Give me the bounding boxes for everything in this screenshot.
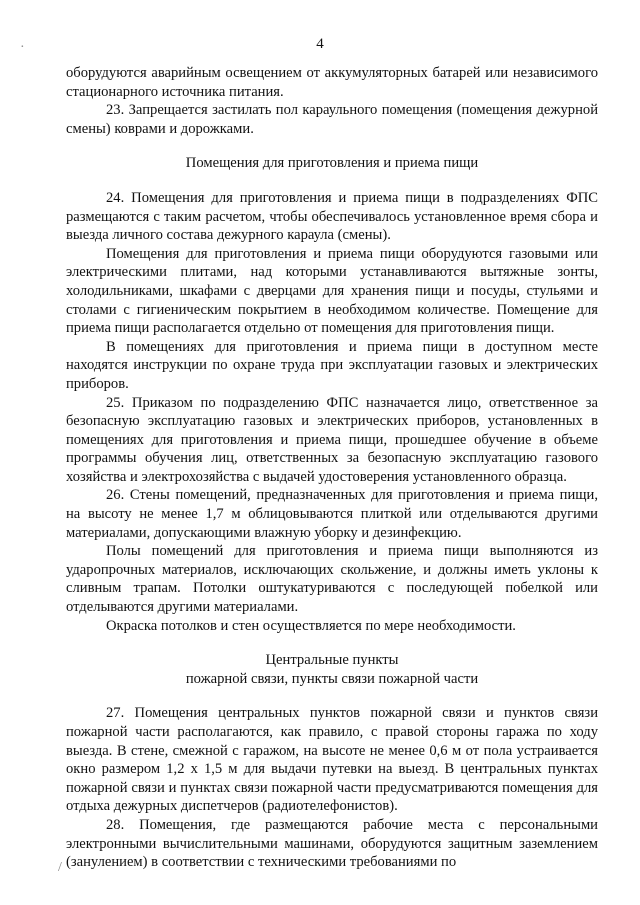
section-heading: пожарной связи, пункты связи пожарной части <box>185 670 479 687</box>
paragraph: Полы помещений для приготовления и приема пищи выполняются из ударопрочных материалов, исключающих скольжение, и должны иметь уклоны к сливным трапам. Потолки оштукатуриваются с последующей побелкой или отделываются другими материалами. <box>66 543 598 616</box>
paragraph: оборудуются аварийным освещением от аккумуляторных батарей или независимого стационарного источника питания. <box>66 65 598 100</box>
paragraph: 25. Приказом по подразделению ФПС назначается лицо, ответственное за безопасную эксплуатацию газовых и электрических приборов, установленных в помещениях для приготовления и приема пищи, прошедшее обучение в объеме программы обучения лиц, ответственных за безопасную эксплуатацию газового хозяйства и электрохозяйства с выдачей удостоверения установленного образца. <box>66 394 598 485</box>
paragraph: 24. Помещения для приготовления и приема пищи в подразделениях ФПС размещаются с таким расчетом, чтобы обеспечивалось установленное время сбора и выезда личного состава дежурного караула (смены). <box>66 189 598 244</box>
margin-mark: / <box>58 860 62 875</box>
paragraph: Окраска потолков и стен осуществляется по мере необходимости. <box>106 617 516 634</box>
document-body <box>66 64 598 872</box>
section-heading: Центральные пункты <box>265 652 399 669</box>
section-heading: Помещения для приготовления и приема пищи <box>185 155 479 172</box>
margin-mark: · <box>20 40 25 55</box>
paragraph: 27. Помещения центральных пунктов пожарной связи и пунктов связи пожарной части располагаются, как правило, с правой стороны гаража по ходу выезда. В стене, смежной с гаражом, на высоте не менее 0,6 м от пола устраивается окно размером 1,2 х 1,5 м для выдачи путевки на выезд. В центральных пунктах пожарной связи и пунктах связи пожарной части предусматриваются помещения для отдыха дежурных диспетчеров (радиотелефонистов). <box>66 705 598 815</box>
paragraph: Помещения для приготовления и приема пищи оборудуются газовыми или электрическими плитами, над которыми устанавливаются вытяжные зонты, холодильниками, шкафами с дверцами для хранения пищи и посуды, стульями и столами с гигиеническим покрытием в необходимом количестве. Помещение для приема пищи располагается отдельно от помещения для приготовления пищи. <box>66 245 598 337</box>
paragraph: 28. Помещения, где размещаются рабочие места с персональными электронными вычислительными машинами, оборудуются защитным заземлением (занулением) в соответствии с техническими требованиями по <box>66 816 598 871</box>
paragraph: 23. Запрещается застилать пол караульного помещения (помещения дежурной смены) коврами и дорожками. <box>66 102 598 137</box>
paragraph: 26. Стены помещений, предназначенных для приготовления и приема пищи, на высоту не менее 1,7 м облицовываются плиткой или отделываются другими материалами, допускающими влажную уборку и дезинфекцию. <box>66 487 598 541</box>
page-number: 4 <box>316 36 324 52</box>
paragraph: В помещениях для приготовления и приема пищи в доступном месте находятся инструкции по охране труда при эксплуатации газовых и электрических приборов. <box>66 338 598 392</box>
